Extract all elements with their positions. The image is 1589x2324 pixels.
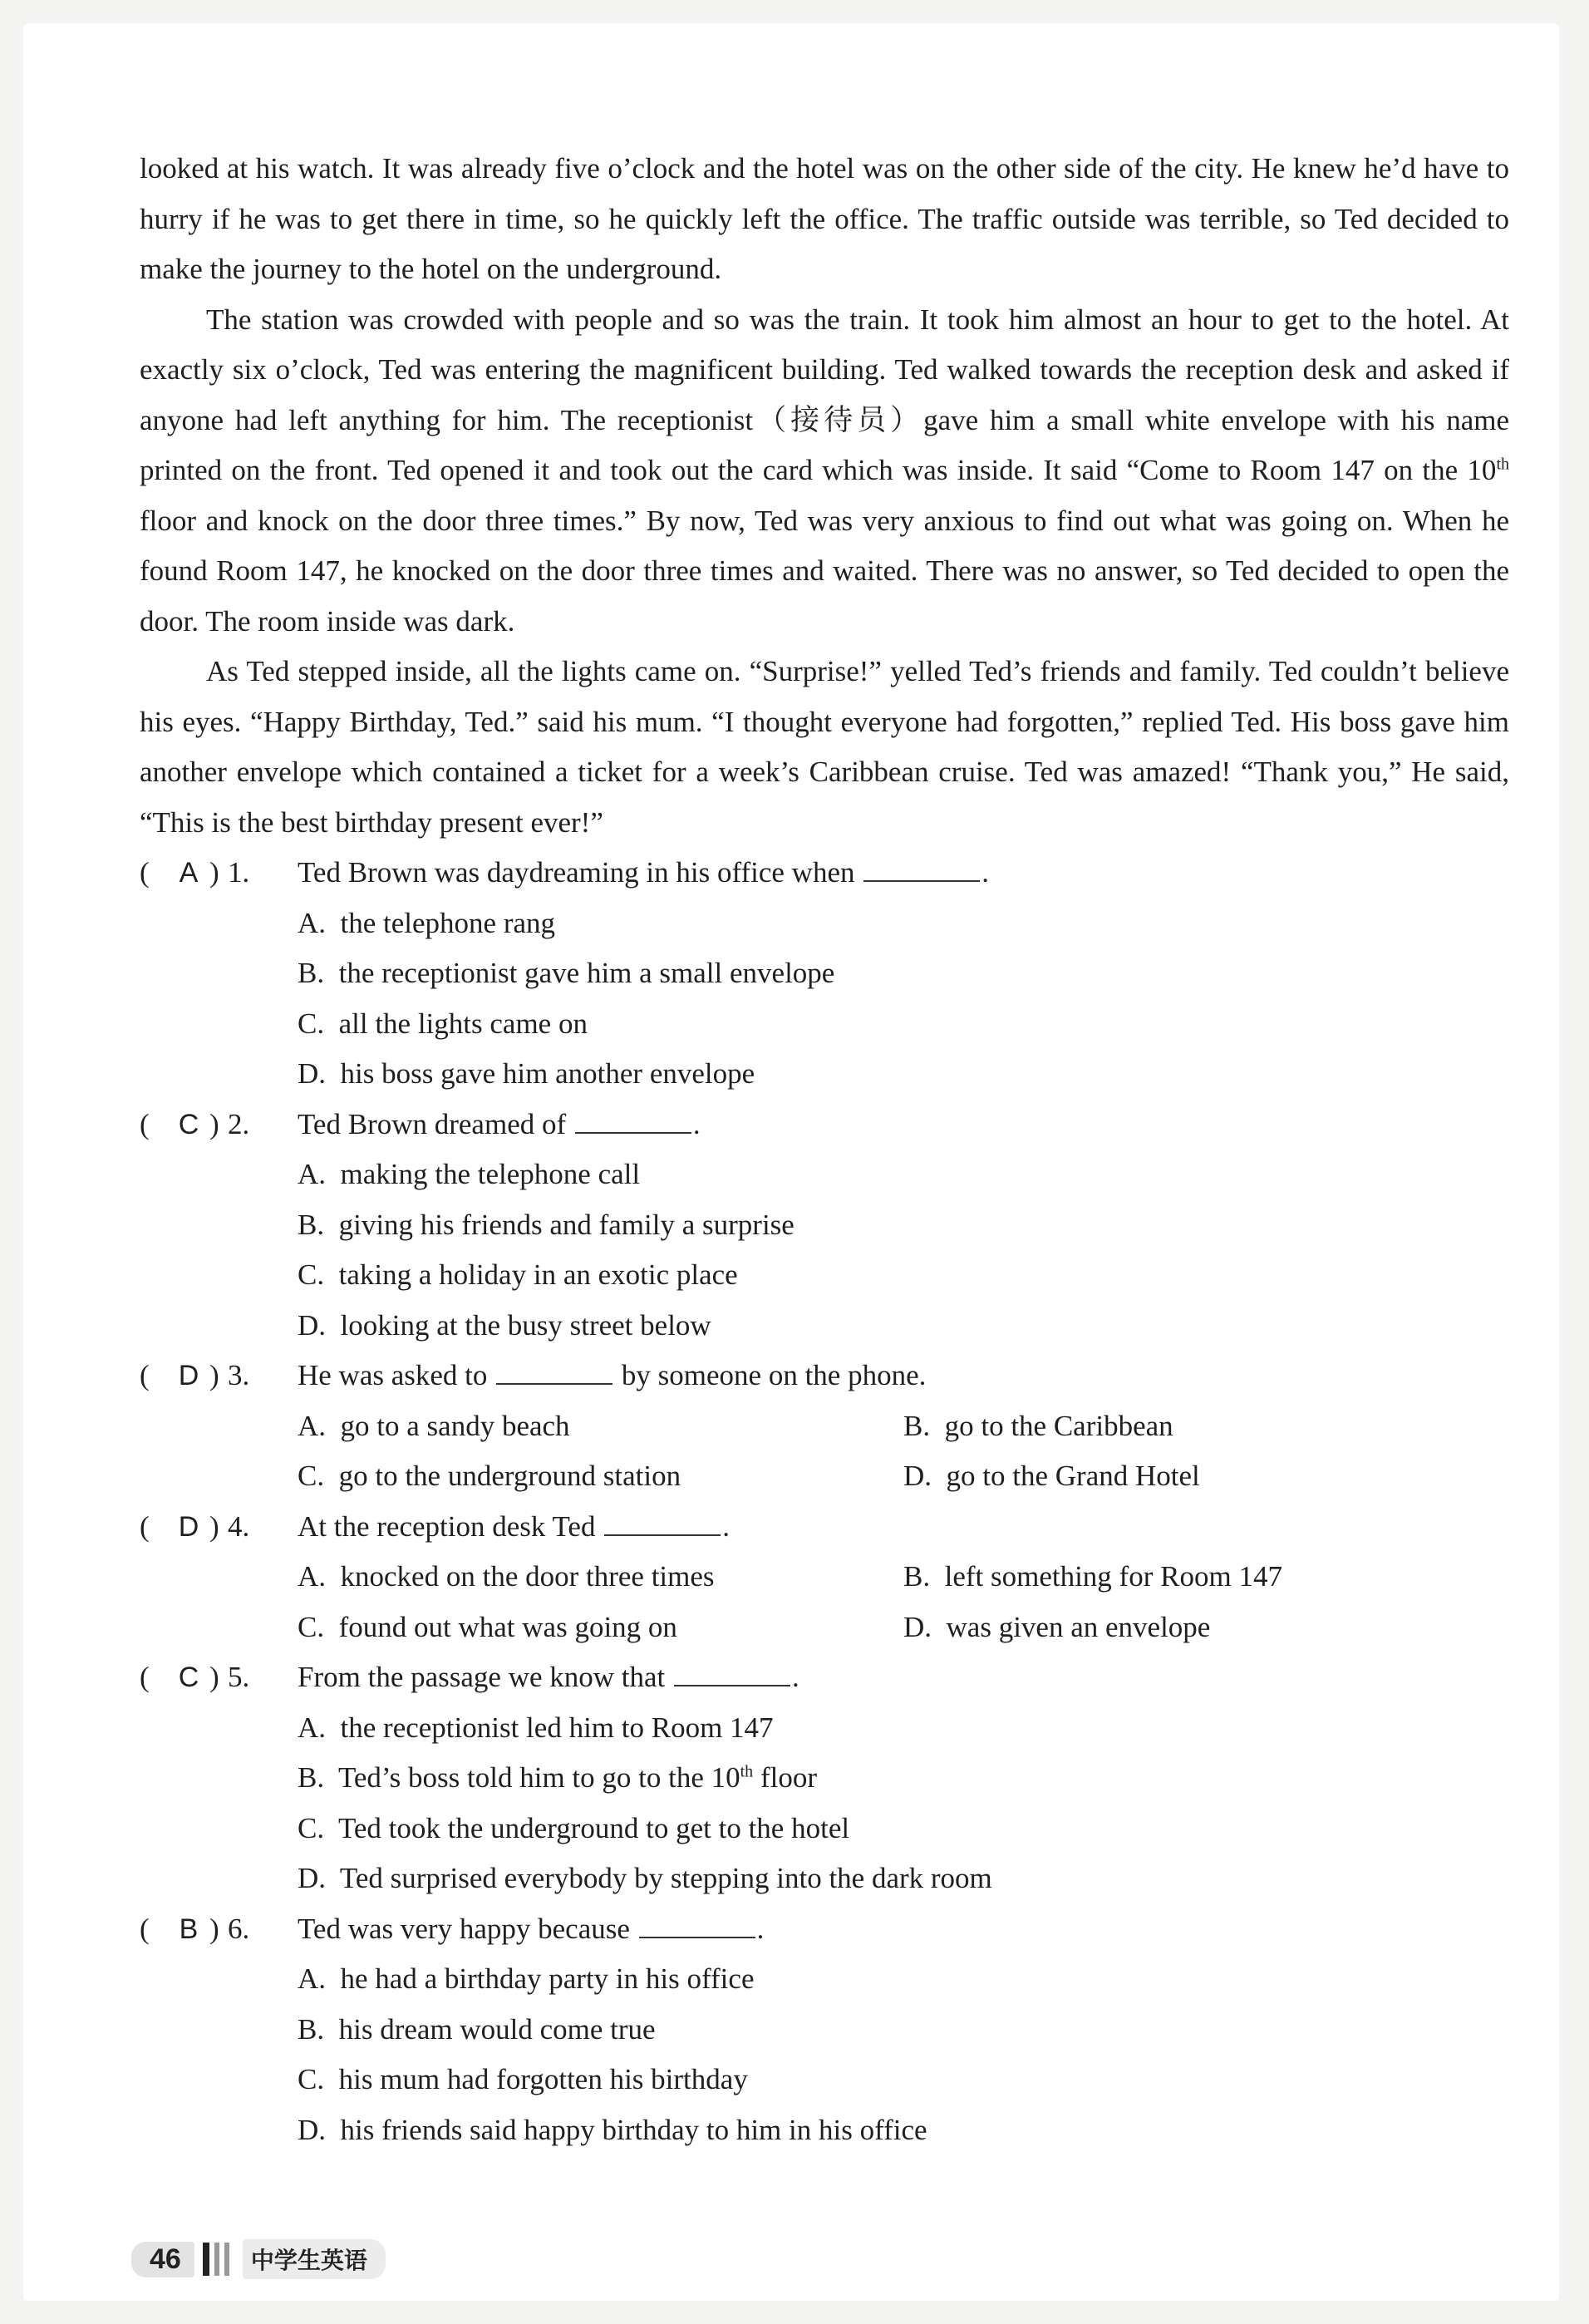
option-a: A. go to a sandy beach	[298, 1409, 570, 1442]
page	[23, 23, 1559, 2301]
answer-6: B	[179, 1913, 199, 1945]
question-stem: Ted was very happy because .	[298, 1912, 765, 1945]
option-d: D. was given an envelope	[903, 1610, 1211, 1643]
answer-1: A	[179, 857, 199, 889]
answer-blank	[639, 1930, 755, 1938]
question-1: ( A ) 1. Ted Brown was daydreaming in his office when .	[140, 848, 1509, 899]
content	[140, 144, 1509, 2155]
passage-paragraph-2	[140, 295, 1509, 647]
answer-2: C	[178, 1108, 199, 1140]
question-stem: Ted Brown was daydreaming in his office when .	[298, 856, 989, 889]
passage-paragraph-3: As Ted stepped inside, all the lights came on. “Surprise!” yelled Ted’s friends and family. Ted couldn’t believe his eyes. “Happy Birthday, Ted.” said his mum. “I thought everyone had forgotten,” replied Ted. His boss gave him another envelope which contained a ticket for a week’s Caribbean cruise. Ted was amazed! “Thank you,” He said, “This is the best birthday present ever!”	[140, 655, 1509, 839]
option-b: B. go to the Caribbean	[903, 1409, 1173, 1442]
question-number: 4.	[228, 1509, 250, 1543]
option-d: D. looking at the busy street below	[298, 1308, 711, 1342]
answer-blank	[496, 1376, 612, 1385]
option-a: A. the telephone rang	[298, 906, 556, 939]
answer-5: C	[178, 1662, 199, 1693]
option-d: D. go to the Grand Hotel	[903, 1460, 1200, 1492]
answer-blank	[604, 1528, 721, 1536]
option-c: C. go to the underground station	[298, 1460, 681, 1492]
option-b: B. Ted’s boss told him to go to the 10th floor	[298, 1761, 817, 1794]
question-number: 1.	[228, 856, 250, 889]
question-6: ( B ) 6. Ted was very happy because .	[140, 1904, 1509, 1955]
option-b: B. giving his friends and family a surprise	[298, 1208, 794, 1241]
page-number: 46	[131, 2242, 194, 2277]
option-b: B. left something for Room 147	[903, 1560, 1282, 1593]
divider-bars-icon	[203, 2243, 229, 2276]
question-stem: From the passage we know that .	[298, 1661, 799, 1693]
option-d: D. his boss gave him another envelope	[298, 1057, 755, 1090]
answer-3: D	[178, 1360, 199, 1391]
option-d: D. Ted surprised everybody by stepping into the dark room	[298, 1862, 992, 1894]
option-c: C. Ted took the underground to get to the hotel	[298, 1811, 850, 1844]
book-title: 中学生英语	[243, 2239, 386, 2279]
option-a: A. he had a birthday party in his office	[298, 1962, 755, 1995]
question-number: 5.	[228, 1661, 250, 1693]
option-c: C. his mum had forgotten his birthday	[298, 2063, 748, 2095]
answer-blank	[674, 1678, 790, 1686]
option-c: C. found out what was going on	[298, 1610, 677, 1643]
superscript-th: th	[740, 1762, 754, 1781]
question-stem: He was asked to by someone on the phone.	[298, 1359, 927, 1391]
option-b: B. his dream would come true	[298, 2012, 656, 2046]
answer-blank	[863, 874, 980, 882]
passage-paragraph-1: looked at his watch. It was already five o’clock and the hotel was on the other side of the city. He knew he’d have to hurry if he was to get there in time, so he quickly left the office. The traffic outside was terrible, so Ted decided to make the journey to the hotel on the underground.	[140, 152, 1509, 285]
question-number: 3.	[228, 1359, 250, 1391]
page-footer	[131, 2234, 464, 2284]
superscript-th: th	[1496, 455, 1509, 474]
question-number: 6.	[228, 1912, 250, 1945]
answer-4: D	[178, 1510, 199, 1543]
question-3: ( D ) 3. He was asked to by someone on the phone.	[140, 1351, 1509, 1401]
option-c: C. taking a holiday in an exotic place	[298, 1258, 738, 1291]
option-b: B. the receptionist gave him a small envelope	[298, 957, 835, 989]
question-stem: At the reception desk Ted .	[298, 1509, 730, 1543]
question-number: 2.	[228, 1107, 250, 1140]
option-a: A. knocked on the door three times	[298, 1560, 715, 1593]
option-d: D. his friends said happy birthday to him in his office	[298, 2113, 927, 2146]
paragraph-2-text-a: The station was crowded with people and so was the train. It took him almost an hour to get to the hotel. At exactly six o’clock, Ted was entering the magnificent building. Ted walked towards the reception desk and asked if anyone had left anything for him. The receptionist（接待员）gave him a small white envelope with his name printed on the front. Ted opened it and took out the card which was inside. It said “Come to Room 147 on the 10	[140, 303, 1509, 486]
question-4: ( D ) 4. At the reception desk Ted .	[140, 1502, 1509, 1553]
option-a: A. the receptionist led him to Room 147	[298, 1711, 774, 1744]
paragraph-2-text-b: floor and knock on the door three times.” By now, Ted was very anxious to find out what was going on. When he found Room 147, he knocked on the door three times and waited. There was no answer, so Ted decided to open the door. The room inside was dark.	[140, 504, 1509, 638]
question-stem: Ted Brown dreamed of .	[298, 1107, 701, 1140]
question-2: ( C ) 2. Ted Brown dreamed of .	[140, 1100, 1509, 1150]
answer-blank	[575, 1125, 691, 1134]
option-a: A. making the telephone call	[298, 1158, 641, 1190]
question-5: ( C ) 5. From the passage we know that .	[140, 1652, 1509, 1703]
option-c: C. all the lights came on	[298, 1007, 588, 1040]
